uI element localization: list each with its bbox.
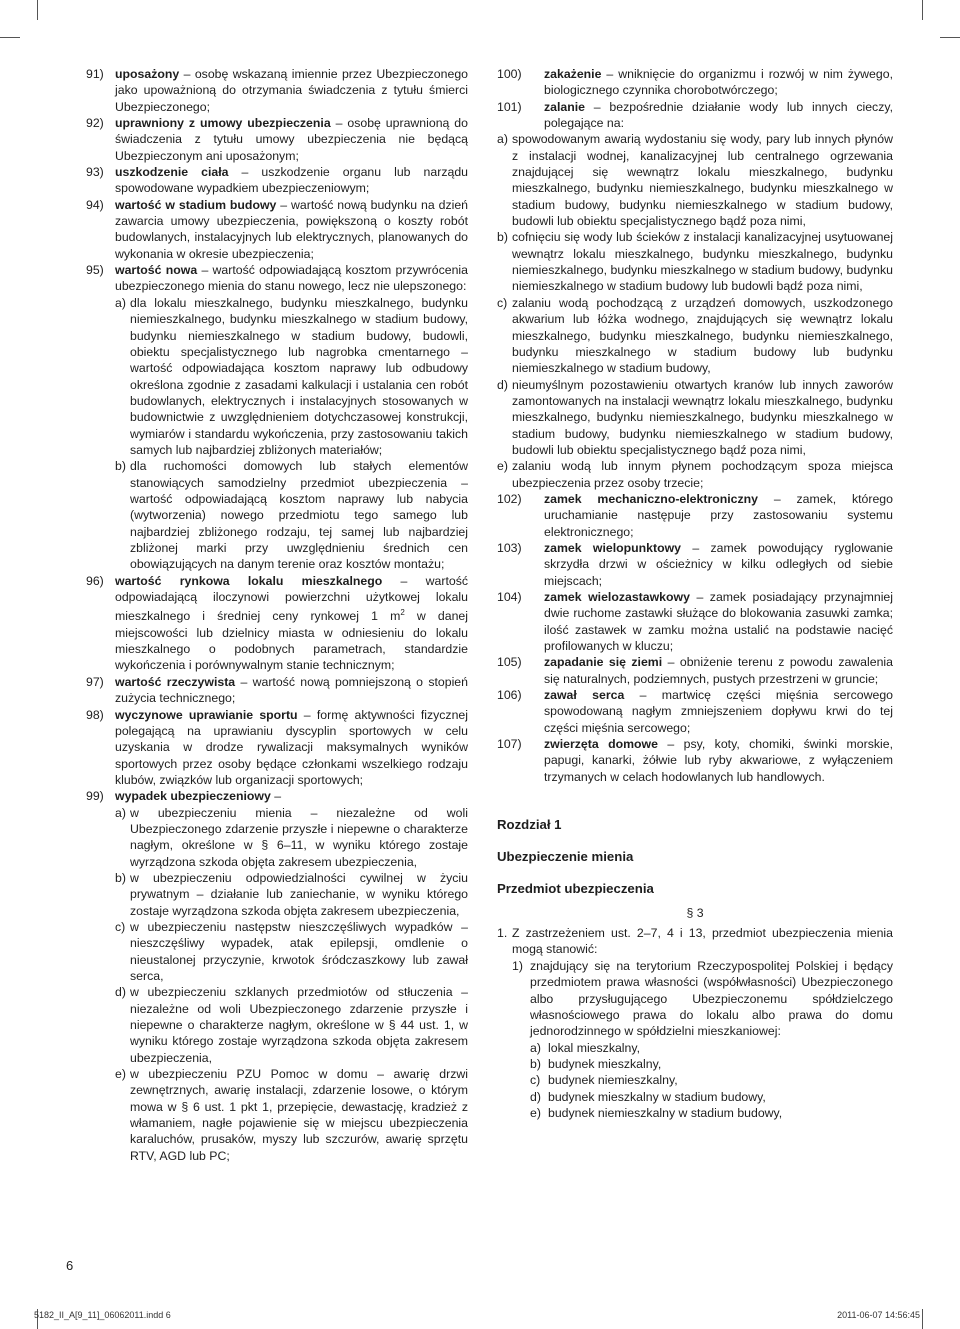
definition-number: 104)	[497, 590, 522, 604]
definition-description: – zamek, którego uruchamianie następuje przy zastosowaniu systemu elektronicznego;	[544, 491, 893, 539]
subitem-text: dla ruchomości domowych lub stałych elementów stanowiących samodzielny przedmiot ubezpieczenia – wartość odpowiadającą kosztom naprawy lub nabycia (wytworzenia) nowego przedmiotu tego samego lub najbardziej zbliżonego rodzaju, tej samej lub najbardziej zbliżonej marki przy uwzględnieniu średnich cen obowiązujących na danym terenie oraz kosztów montażu;	[130, 459, 468, 572]
paragraph-item-number: 1.	[497, 926, 508, 941]
definition-description: – formę aktywności fizycznej polegającą na uprawianiu dyscyplin sportowych w celu uzyskania w drodze rywalizacji maksymalnych wyników sportowych przez osoby będące członkami wszelkiego rodzaju klubów, związków lub organizacji sportowych;	[115, 707, 468, 787]
subitem-letter: c)	[530, 1073, 541, 1088]
paragraph-symbol: § 3	[686, 906, 704, 921]
definition-number: 97)	[86, 674, 104, 689]
definition-number: 101)	[497, 99, 522, 114]
definition-term: zamek wielopunktowy	[544, 540, 682, 555]
definition-item	[86, 573, 468, 674]
definition-description: – zamek powodujący ryglowanie skrzydła drzwi w ościeżnicy w kilku odległych od siebie miejscach;	[544, 540, 893, 588]
definition-number: 107)	[497, 737, 522, 752]
subitem-letter: d)	[530, 1089, 541, 1104]
definition-number: 106)	[497, 688, 522, 703]
left-column	[86, 66, 468, 1164]
subitem-text: znajdujący się na terytorium Rzeczypospolitej Polskiej i będący przedmiotem prawa własności (współwłasności) Ubezpieczonego albo przysługującego Ubezpieczonemu spółdzielczego własnościowego prawa do lokalu albo prawa do domu jednorodzinnego w spółdzielni mieszkaniowej:	[530, 958, 893, 1039]
subitem-letter: c)	[115, 919, 126, 934]
definition-term: uposażony	[115, 67, 180, 81]
section-title: Przedmiot ubezpieczenia	[497, 881, 654, 897]
definition-text	[544, 99, 893, 132]
definition-text	[115, 66, 468, 115]
paragraph-item-text: Z zastrzeżeniem ust. 2–7, 4 i 13, przedmiot ubezpieczenia mienia mogą stanowić:	[512, 926, 893, 957]
subitem-letter: d)	[115, 985, 126, 1000]
definition-item	[497, 589, 893, 654]
definition-item	[497, 736, 893, 785]
definition-text	[544, 736, 893, 785]
definition-item	[497, 491, 893, 540]
property-type-item	[530, 1105, 893, 1121]
subitem-text: zalaniu wodą lub innym płynem pochodzącym spoza miejsca ubezpieczenia przez osoby trzecie;	[512, 459, 893, 490]
definition-subitem	[497, 229, 893, 294]
definition-term: zakażenie	[544, 67, 602, 81]
definition-subitem	[497, 131, 893, 229]
subitem-text: cofnięciu się wody lub ścieków z instalacji kanalizacyjnej usytuowanej wewnątrz lokalu mieszkalnego, budynku mieszkalnego, budynku niemieszkalnego, budynku mieszkalnego w stadium budowy, budynku niemieszkalnego w stadium budowy lub budowli bądź poza nimi,	[512, 230, 893, 294]
definition-item	[86, 674, 468, 707]
definition-term: uszkodzenie ciała	[115, 165, 229, 180]
paragraph-subitems	[497, 958, 893, 1121]
definition-description: – osobę wskazaną imiennie przez Ubezpieczonego jako upoważnioną do otrzymania świadczenia z tytułu śmierci Ubezpieczonego;	[115, 67, 468, 114]
subitem-text: budynek mieszkalny w stadium budowy,	[548, 1089, 766, 1104]
definition-subitem	[115, 870, 468, 919]
definition-subitem	[497, 458, 893, 491]
property-type-item	[530, 1056, 893, 1072]
definition-number: 93)	[86, 165, 104, 180]
definition-item	[497, 687, 893, 736]
definition-number: 95)	[86, 263, 104, 278]
definition-term: wartość w stadium budowy	[115, 197, 277, 212]
subitem-letter: a)	[115, 805, 126, 820]
definition-description: – uszkodzenie organu lub narządu spowodowane wypadkiem ubezpieczeniowym;	[115, 165, 468, 196]
superscript: 2	[400, 608, 405, 618]
definition-text	[544, 589, 893, 654]
crop-mark	[940, 37, 960, 38]
definition-description: – wartość nową pomniejszoną o stopień zużycia technicznego;	[115, 674, 468, 706]
definition-text	[115, 573, 468, 674]
definition-text	[544, 654, 893, 687]
definition-number: 96)	[86, 573, 104, 588]
subitem-text: budynek mieszkalny,	[548, 1056, 662, 1071]
definition-subitem	[497, 377, 893, 459]
definition-term: wartość rynkowa lokalu mieszkalnego	[115, 573, 383, 588]
subitem-number: 1)	[512, 958, 523, 973]
definition-term: wartość nowa	[115, 263, 198, 278]
definition-description: – psy, koty, chomiki, świnki morskie, papugi, kanarki, żółwie lub ryby akwariowe, z wyłączeniem trzymanych w celach hodowlanych lub handlowych.	[544, 737, 894, 784]
subitem-letter: c)	[497, 295, 508, 310]
definition-term: zamek wielozastawkowy	[544, 590, 690, 604]
definition-item	[86, 788, 468, 804]
definition-term: wypadek ubezpieczeniowy	[115, 789, 271, 804]
definition-description: – wartość nową budynku na dzień zawarcia umowy ubezpieczenia, powiększoną o koszty robót budowlanych, instalacyjnych lub elektrycznych, planowanych do wykonania w okresie ubezpieczenia;	[115, 197, 469, 261]
definition-text	[115, 262, 468, 295]
definition-description: – bezpośrednie działanie wody lub innych cieczy, polegające na:	[544, 99, 893, 131]
definition-description: – martwicę części mięśnia sercowego spowodowaną nagłym zmniejszeniem dopływu krwi do tej części mięśnia sercowego;	[544, 688, 893, 735]
definition-term: wartość rzeczywista	[115, 674, 236, 689]
definition-number: 94)	[86, 197, 104, 212]
definition-number: 103)	[497, 540, 522, 555]
definition-number: 91)	[86, 67, 104, 81]
subitem-text: w ubezpieczeniu szklanych przedmiotów od stłuczenia – niezależne od woli Ubezpieczonego zdarzenie przyszłe i niepewne o charakterze nagłym, określone w § 44 ust. 1, w wyniku którego zostaje wyrządzona szkoda objęta zakresem ubezpieczenia,	[130, 985, 468, 1065]
subitem-text: dla lokalu mieszkalnego, budynku mieszkalnego, budynku niemieszkalnego, budynku mieszkalnego w stadium budowy, budynku niemieszkalnego w stadium budowy, budowli, obiektu specjalistycznego lub nagrobka cmentarnego – wartość odpowiadająca kosztom naprawy lub odbudowy określona zgodnie z zasadami kalkulacji i ustalania cen robót budowlanych, elektrycznych i instalacyjnych stosowanych w budownictwie z uwzględnieniem dotychczasowej konstrukcji, wymiarów i standardu wykończenia, przy zastosowaniu takich samych lub najbardziej zbliżonych materiałów;	[130, 295, 468, 457]
paragraph-item	[497, 925, 893, 958]
definition-subitem	[115, 805, 468, 870]
definition-term: zapadanie się ziemi	[544, 655, 663, 670]
definition-term: wyczynowe uprawianie sportu	[115, 707, 298, 722]
subitem-letter: d)	[497, 377, 508, 392]
crop-mark	[0, 37, 20, 38]
subitem-letter: a)	[115, 295, 126, 310]
definition-item	[86, 115, 468, 164]
subitem-letter: e)	[497, 459, 508, 474]
definition-description: w danej miejscowości lub dzielnicy miasta w odniesieniu do lokalu mieszkalnego o podobnych parametrach, standardzie wykończenia i porównywalnym stanie technicznym;	[115, 609, 468, 673]
subitem-text: w ubezpieczeniu odpowiedzialności cywilnej w życiu prywatnym – działanie lub zaniechanie, w wyniku którego zostaje wyrządzona szkoda objęta zakresem ubezpieczenia,	[130, 870, 468, 918]
subitem-text: lokal mieszkalny,	[548, 1040, 641, 1055]
subitem-text: spowodowanym awarią wydostaniu się wody, pary lub innych płynów z instalacji wodnej, kanalizacyjnej lub centralnego ogrzewania znajdującej się wewnątrz lokalu mieszkalnego, budynku mieszkalnego, budynku niemieszkalnego, budynku mieszkalnego w stadium budowy, budynku niemieszkalnego w stadium budowy, budowli lub obiektu specjalistycznego bądź poza nimi,	[512, 132, 893, 229]
definition-subitem	[115, 984, 468, 1066]
definition-description: – wniknięcie do organizmu i rozwój w nim żywego, biologicznego czynnika chorobotwórczego;	[544, 67, 893, 98]
definition-text	[115, 115, 468, 164]
definition-text	[544, 540, 893, 589]
definition-item	[86, 707, 468, 789]
subitem-text: budynek niemieszkalny w stadium budowy,	[548, 1105, 783, 1120]
definition-term: zalanie	[544, 99, 586, 114]
definition-text	[115, 197, 468, 262]
definition-item	[86, 262, 468, 295]
subitem-text: nieumyślnym pozostawieniu otwartych kranów lub innych zaworów zamontowanych na instalacji wewnątrz lokalu mieszkalnego, budynku mieszkalnego, budynku niemieszkalnego, budynku mieszkalnego w stadium budowy, budynku niemieszkalnego w stadium budowy, budowli lub obiektu specjalistycznego bądź poza nimi,	[512, 377, 893, 457]
footer-filename: 5182_II_A[9_11]_06062011.indd 6	[34, 1310, 171, 1320]
definition-description: – wartość odpowiadającą iloczynowi powierzchni użytkowej lokalu mieszkalnego i średniej ceny rynkowej 1 m	[115, 573, 468, 624]
crop-mark	[922, 0, 923, 20]
subitem-letter: b)	[497, 230, 508, 245]
definition-text	[544, 687, 893, 736]
definition-term: zamek mechaniczno-elektroniczny	[544, 491, 759, 506]
definition-number: 99)	[86, 789, 104, 804]
subitem-letter: b)	[115, 459, 126, 474]
definition-text	[115, 674, 468, 707]
subitem-text: w ubezpieczeniu PZU Pomoc w domu – awarię drzwi zewnętrznych, awarię instalacji, zdarzenie losowe, o którym mowa w § 6 ust. 1 pkt 1, przepięcie, dewastację, kradzież z włamaniem, nagłe pojawienie się w miejscu ubezpieczenia karaluchów, prusaków, myszy lub szczurów, awarię sprzętu RTV, AGD lub PC;	[130, 1067, 468, 1163]
definition-text	[544, 491, 893, 540]
definitions-list	[497, 66, 893, 785]
definition-term: zwierzęta domowe	[544, 737, 658, 752]
definition-number: 98)	[86, 707, 104, 722]
crop-mark	[37, 0, 38, 20]
subitem-text: budynek niemieszkalny,	[548, 1073, 678, 1088]
subitem-letter: b)	[530, 1056, 541, 1071]
subitem-letter: a)	[497, 132, 508, 147]
definition-item	[497, 654, 893, 687]
property-type-item	[530, 1040, 893, 1056]
definition-subitem	[115, 919, 468, 984]
definition-text	[115, 707, 468, 789]
definition-number: 105)	[497, 655, 522, 670]
chapter-title: Ubezpieczenie mienia	[497, 849, 634, 865]
definition-number: 102)	[497, 491, 522, 506]
definition-description: – wartość odpowiadającą kosztom przywrócenia ubezpieczonego mienia do stanu nowego, lecz nie ulepszonego:	[115, 263, 468, 294]
definition-number: 92)	[86, 116, 104, 131]
definition-item	[86, 164, 468, 197]
subitem-letter: b)	[115, 870, 126, 885]
subitem-text: w ubezpieczeniu mienia – niezależne od woli Ubezpieczonego zdarzenie przyszłe i niepewne o charakterze nagłym, określone w § 6–11, w wyniku którego zostaje wyrządzona szkoda objęta zakresem ubezpieczenia,	[130, 805, 468, 869]
definition-text	[115, 788, 468, 804]
definition-subitem	[115, 295, 468, 458]
definition-subitem	[115, 1066, 468, 1164]
definition-subitem	[115, 458, 468, 572]
definition-description: – osobę uprawnioną do świadczenia z tytułu umowy ubezpieczenia nie będącą Ubezpieczonym ani uposażonym;	[115, 116, 468, 163]
definition-item	[497, 66, 893, 99]
subitem-letter: a)	[530, 1040, 541, 1055]
definition-description: – obniżenie terenu z powodu zawalenia się naturalnych, podziemnych, pustych przestrzeni w gruncie;	[544, 655, 894, 686]
definition-item	[86, 197, 468, 262]
definition-subitem	[497, 295, 893, 377]
definition-description: –	[270, 789, 282, 804]
property-type-item	[530, 1089, 893, 1105]
definition-number: 100)	[497, 67, 522, 81]
definition-item	[497, 540, 893, 589]
definition-term: zawał serca	[544, 688, 625, 703]
definition-item	[86, 66, 468, 115]
footer-timestamp: 2011-06-07 14:56:45	[837, 1310, 920, 1320]
definition-term: uprawniony z umowy ubezpieczenia	[115, 116, 331, 131]
right-column	[497, 66, 893, 1121]
subitem-letter: e)	[530, 1105, 541, 1120]
chapter-number: Rozdział 1	[497, 817, 562, 833]
definition-text	[115, 164, 468, 197]
subitem-letter: e)	[115, 1067, 126, 1082]
definition-text	[544, 66, 893, 99]
definition-item	[497, 99, 893, 132]
crop-mark	[922, 1309, 923, 1329]
definition-description: – zamek posiadający przynajmniej dwie ruchome zastawki służące do blokowania zasuwki zamka; ilość zastawek w zamku można ustalić na podstawie nacięć profilowanych w kluczu;	[544, 590, 893, 654]
property-type-item	[530, 1072, 893, 1088]
page-number: 6	[66, 1258, 74, 1273]
subitem-text: zalaniu wodą pochodzącą z urządzeń domowych, uszkodzonego akwarium lub łóżka wodnego, znajdujących się wewnątrz lokalu mieszkalnego, budynku mieszkalnego, budynku niemieszkalnego, budynku mieszkalnego w stadium budowy lub budynku niemieszkalnego w stadium budowy,	[512, 295, 893, 376]
paragraph-subitem	[512, 958, 893, 1040]
subitem-text: w ubezpieczeniu następstw nieszczęśliwych wypadków – nieszczęśliwy wypadek, atak epilepsji, omdlenie o nieustalonej przyczynie, krwotok śródczaszkowy lub zawał serca,	[130, 919, 468, 983]
